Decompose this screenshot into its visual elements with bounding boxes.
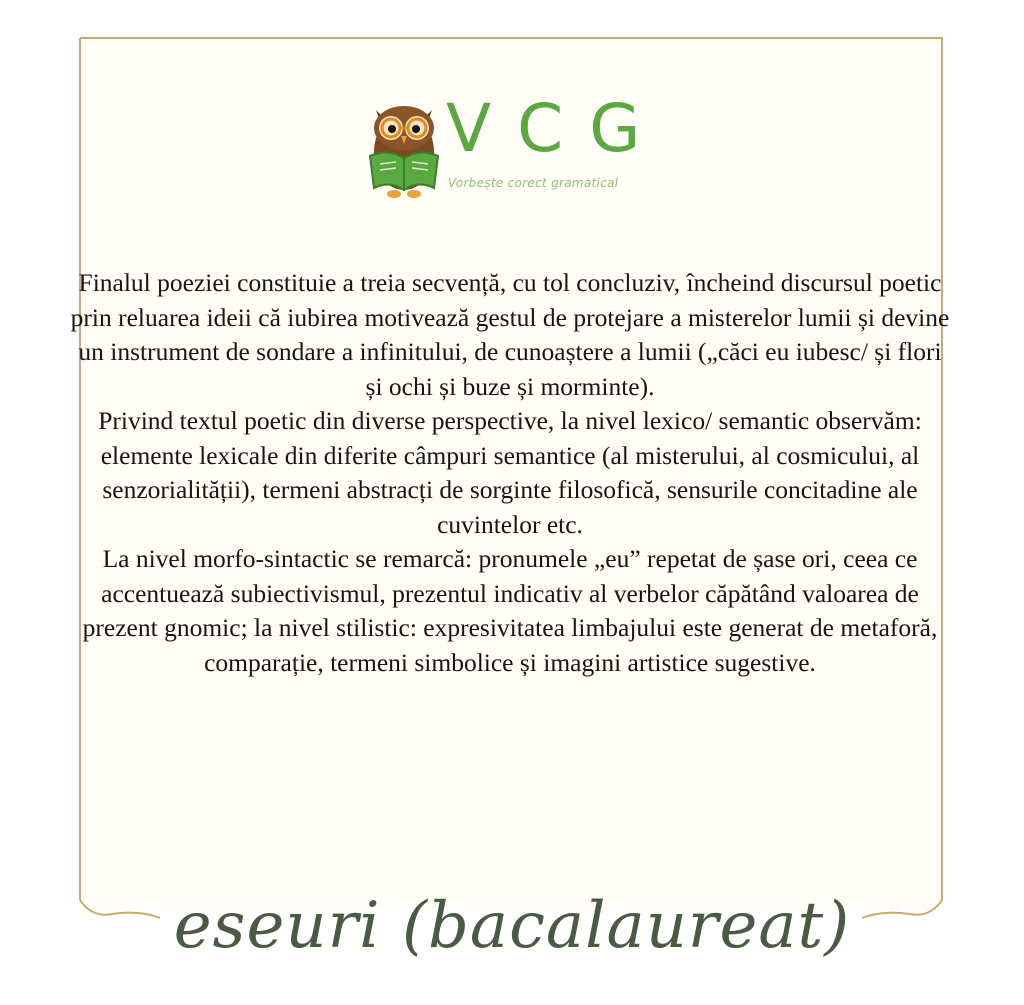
vcg-logo	[362, 90, 667, 204]
paragraph-lexico-semantic: Privind textul poetic din diverse perspective, la nivel lexico/ semantic observăm: elemente lexicale din diferite câmpuri semantice (al misterului, al cosmicului, al senzorialității), termeni abstracți de sorginte filosofică, sensurile concitadine ale cuvintelor etc.	[98, 406, 922, 539]
paragraph-morpho-syntactic: La nivel morfo-sintactic se remarcă: pronumele „eu” repetat de șase ori, ceea ce accentuează subiectivismul, prezentul indicativ al verbelor căpătând valoarea de prezent gnomic; la nivel stilistic: expresivitatea limbajului este generat de metaforă, comparație, termeni simbolice și imagini artistice sugestive.	[82, 544, 938, 677]
footer-title: eseuri (bacalaureat)	[173, 889, 851, 963]
logo-tagline: Vorbește corect gramatical	[448, 176, 619, 190]
logo-wordmark: VCG	[446, 90, 667, 167]
paragraph-conclusion: Finalul poeziei constituie a treia secvență, cu tol concluziv, încheind discursul poetic prin reluarea ideii că iubirea motivează gestul de protejare a misterelor lumii și devine un instrument de sondare a infinitului, de cunoaștere a lumii („căci eu iubesc/ și flori și ochi și buze și morminte).	[70, 268, 950, 401]
essay-text	[70, 266, 950, 680]
owl-reading-book-icon	[362, 92, 446, 200]
